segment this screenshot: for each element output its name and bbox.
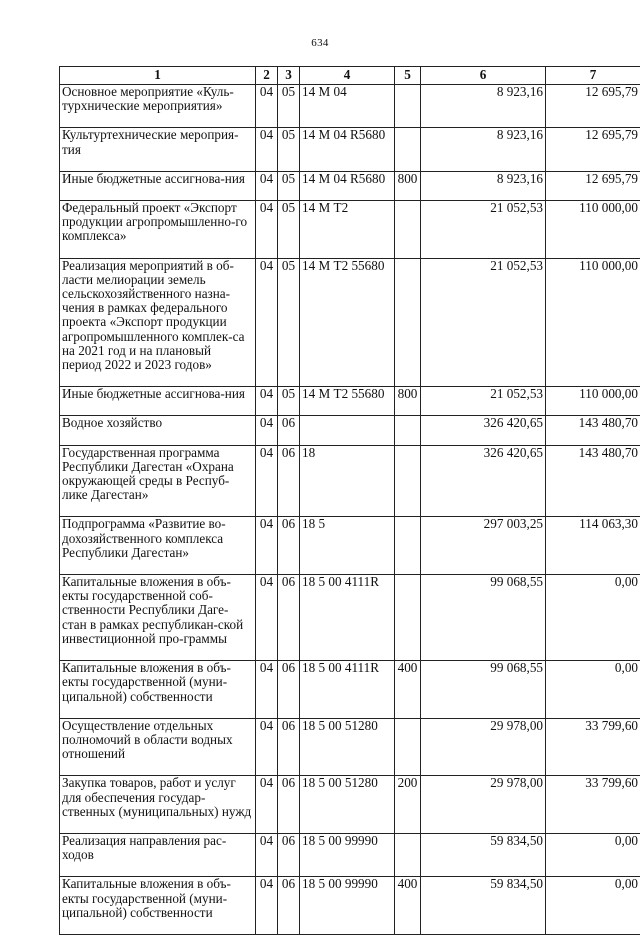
row-target-code: 18 5 00 51280 bbox=[300, 776, 395, 834]
row-subsection: 06 bbox=[278, 416, 300, 445]
row-target-code: 18 5 00 99990 bbox=[300, 877, 395, 935]
header-col-7: 7 bbox=[546, 67, 640, 85]
row-section: 04 bbox=[256, 718, 278, 776]
row-target-code bbox=[300, 416, 395, 445]
table-row bbox=[60, 128, 640, 171]
row-amount-1: 21 052,53 bbox=[421, 201, 546, 259]
page-number: 634 bbox=[0, 37, 640, 49]
row-subsection: 06 bbox=[278, 833, 300, 876]
row-expense-type: 800 bbox=[395, 171, 421, 200]
row-section: 04 bbox=[256, 201, 278, 259]
row-section: 04 bbox=[256, 575, 278, 661]
row-amount-2: 110 000,00 bbox=[546, 258, 640, 387]
row-name: Капитальные вложения в объ-екты государственной (муни-ципальной) собственности bbox=[60, 877, 256, 935]
row-subsection: 06 bbox=[278, 517, 300, 575]
header-row bbox=[60, 67, 640, 85]
row-expense-type bbox=[395, 517, 421, 575]
row-amount-1: 8 923,16 bbox=[421, 171, 546, 200]
row-name: Иные бюджетные ассигнова-ния bbox=[60, 171, 256, 200]
table-row bbox=[60, 171, 640, 200]
row-amount-2: 33 799,60 bbox=[546, 776, 640, 834]
row-name: Капитальные вложения в объ-екты государственной (муни-ципальной) собственности bbox=[60, 661, 256, 719]
row-target-code: 14 М Т2 bbox=[300, 201, 395, 259]
row-subsection: 05 bbox=[278, 387, 300, 416]
table-row bbox=[60, 387, 640, 416]
row-subsection: 05 bbox=[278, 128, 300, 171]
row-name: Культуртехнические мероприя-тия bbox=[60, 128, 256, 171]
row-section: 04 bbox=[256, 416, 278, 445]
row-amount-1: 29 978,00 bbox=[421, 718, 546, 776]
row-amount-1: 297 003,25 bbox=[421, 517, 546, 575]
row-expense-type bbox=[395, 201, 421, 259]
row-amount-1: 29 978,00 bbox=[421, 776, 546, 834]
row-amount-2: 114 063,30 bbox=[546, 517, 640, 575]
row-expense-type bbox=[395, 445, 421, 517]
row-amount-2: 143 480,70 bbox=[546, 445, 640, 517]
row-amount-2: 110 000,00 bbox=[546, 201, 640, 259]
row-amount-2: 12 695,79 bbox=[546, 85, 640, 128]
row-name: Основное мероприятие «Куль-турхнические мероприятия» bbox=[60, 85, 256, 128]
table-row bbox=[60, 575, 640, 661]
row-amount-2: 0,00 bbox=[546, 877, 640, 935]
row-name: Реализация мероприятий в об-ласти мелиорации земель сельскохозяйственного назна-чения в рамках федерального проекта «Экспорт продукции агропромышленного комплек-са на 2021 год и на плановый период 2022 и 2023 годов» bbox=[60, 258, 256, 387]
row-expense-type bbox=[395, 718, 421, 776]
row-section: 04 bbox=[256, 128, 278, 171]
row-name: Иные бюджетные ассигнова-ния bbox=[60, 387, 256, 416]
row-amount-1: 59 834,50 bbox=[421, 877, 546, 935]
table-row bbox=[60, 201, 640, 259]
row-subsection: 06 bbox=[278, 445, 300, 517]
row-name: Федеральный проект «Экспорт продукции агропромышленно-го комплекса» bbox=[60, 201, 256, 259]
row-amount-2: 33 799,60 bbox=[546, 718, 640, 776]
row-target-code: 18 5 00 99990 bbox=[300, 833, 395, 876]
row-amount-1: 326 420,65 bbox=[421, 445, 546, 517]
table-row bbox=[60, 877, 640, 935]
row-target-code: 14 М 04 R5680 bbox=[300, 128, 395, 171]
table-row bbox=[60, 661, 640, 719]
row-name: Водное хозяйство bbox=[60, 416, 256, 445]
row-name: Осуществление отдельных полномочий в области водных отношений bbox=[60, 718, 256, 776]
row-subsection: 05 bbox=[278, 85, 300, 128]
table-row bbox=[60, 258, 640, 387]
header-col-6: 6 bbox=[421, 67, 546, 85]
row-section: 04 bbox=[256, 833, 278, 876]
row-subsection: 06 bbox=[278, 718, 300, 776]
header-col-5: 5 bbox=[395, 67, 421, 85]
row-subsection: 05 bbox=[278, 258, 300, 387]
row-expense-type bbox=[395, 416, 421, 445]
row-name: Закупка товаров, работ и услуг для обеспечения государ-ственных (муниципальных) нужд bbox=[60, 776, 256, 834]
table-row bbox=[60, 517, 640, 575]
row-section: 04 bbox=[256, 661, 278, 719]
row-name: Государственная программа Республики Дагестан «Охрана окружающей среды в Респуб-лике Дагестан» bbox=[60, 445, 256, 517]
row-amount-2: 12 695,79 bbox=[546, 128, 640, 171]
row-section: 04 bbox=[256, 258, 278, 387]
row-section: 04 bbox=[256, 85, 278, 128]
row-name: Подпрограмма «Развитие во-дохозяйственного комплекса Республики Дагестан» bbox=[60, 517, 256, 575]
row-expense-type: 200 bbox=[395, 776, 421, 834]
row-target-code: 18 5 00 4111R bbox=[300, 575, 395, 661]
row-section: 04 bbox=[256, 171, 278, 200]
row-section: 04 bbox=[256, 445, 278, 517]
row-amount-2: 12 695,79 bbox=[546, 171, 640, 200]
table-row bbox=[60, 833, 640, 876]
row-amount-2: 0,00 bbox=[546, 575, 640, 661]
row-amount-2: 0,00 bbox=[546, 833, 640, 876]
row-expense-type: 800 bbox=[395, 387, 421, 416]
row-subsection: 06 bbox=[278, 776, 300, 834]
row-amount-1: 21 052,53 bbox=[421, 258, 546, 387]
row-section: 04 bbox=[256, 387, 278, 416]
row-section: 04 bbox=[256, 776, 278, 834]
row-target-code: 14 М 04 R5680 bbox=[300, 171, 395, 200]
row-amount-1: 8 923,16 bbox=[421, 85, 546, 128]
row-target-code: 18 5 00 4111R bbox=[300, 661, 395, 719]
row-expense-type: 400 bbox=[395, 877, 421, 935]
row-target-code: 14 М Т2 55680 bbox=[300, 387, 395, 416]
row-amount-1: 326 420,65 bbox=[421, 416, 546, 445]
row-amount-1: 99 068,55 bbox=[421, 575, 546, 661]
row-name: Капитальные вложения в объ-екты государственной соб-ственности Республики Даге-стан в рамках республикан-ской инвестиционной про-граммы bbox=[60, 575, 256, 661]
table-row bbox=[60, 776, 640, 834]
row-target-code: 14 М 04 bbox=[300, 85, 395, 128]
table-row bbox=[60, 445, 640, 517]
row-amount-1: 99 068,55 bbox=[421, 661, 546, 719]
row-amount-2: 0,00 bbox=[546, 661, 640, 719]
row-section: 04 bbox=[256, 877, 278, 935]
row-expense-type bbox=[395, 85, 421, 128]
row-subsection: 05 bbox=[278, 201, 300, 259]
header-col-3: 3 bbox=[278, 67, 300, 85]
row-amount-2: 110 000,00 bbox=[546, 387, 640, 416]
row-amount-1: 21 052,53 bbox=[421, 387, 546, 416]
row-amount-1: 59 834,50 bbox=[421, 833, 546, 876]
row-subsection: 06 bbox=[278, 661, 300, 719]
table-row bbox=[60, 718, 640, 776]
row-expense-type bbox=[395, 833, 421, 876]
row-target-code: 18 bbox=[300, 445, 395, 517]
row-subsection: 05 bbox=[278, 171, 300, 200]
row-target-code: 14 М Т2 55680 bbox=[300, 258, 395, 387]
row-subsection: 06 bbox=[278, 575, 300, 661]
row-subsection: 06 bbox=[278, 877, 300, 935]
table-row bbox=[60, 416, 640, 445]
row-expense-type bbox=[395, 258, 421, 387]
row-expense-type: 400 bbox=[395, 661, 421, 719]
row-target-code: 18 5 bbox=[300, 517, 395, 575]
budget-table bbox=[59, 66, 640, 935]
row-expense-type bbox=[395, 575, 421, 661]
row-name: Реализация направления рас-ходов bbox=[60, 833, 256, 876]
row-section: 04 bbox=[256, 517, 278, 575]
header-col-2: 2 bbox=[256, 67, 278, 85]
row-amount-2: 143 480,70 bbox=[546, 416, 640, 445]
row-target-code: 18 5 00 51280 bbox=[300, 718, 395, 776]
table-row bbox=[60, 85, 640, 128]
row-expense-type bbox=[395, 128, 421, 171]
header-col-4: 4 bbox=[300, 67, 395, 85]
row-amount-1: 8 923,16 bbox=[421, 128, 546, 171]
header-col-1: 1 bbox=[60, 67, 256, 85]
